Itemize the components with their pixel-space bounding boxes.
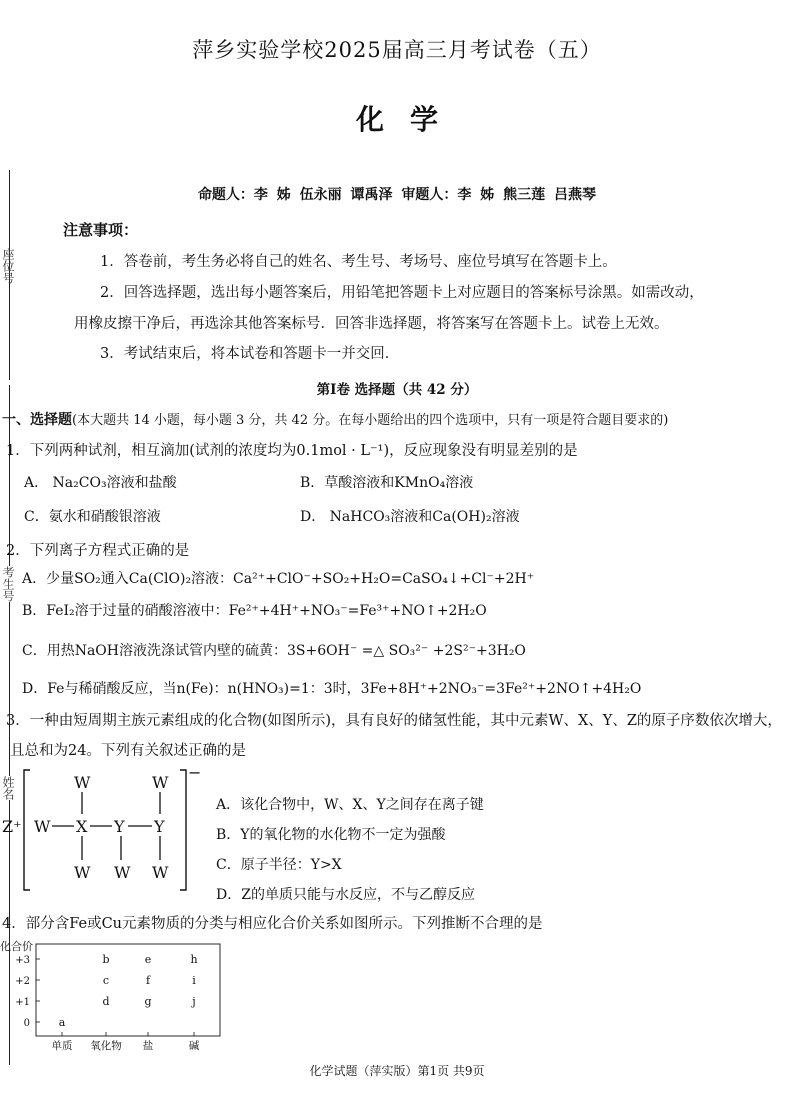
atom-y-right: Y — [154, 817, 165, 836]
chart-point-d: d — [102, 995, 110, 1008]
notice-item-3: 3．考试结束后，将本试卷和答题卡一并交回． — [100, 346, 400, 362]
atom-w-top-right: W — [152, 773, 169, 792]
page-footer: 化学试题（萍实版）第1页 共9页 — [309, 1064, 485, 1078]
chart-point-e: e — [144, 953, 152, 966]
exam-number-label: 考生号 — [1, 566, 15, 602]
q2-option-b: B．FeI₂溶于过量的硝酸溶液中：Fe²⁺+4H⁺+NO₃⁻=Fe³⁺+NO↑+2H₂O — [22, 603, 487, 619]
q3-structure-diagram — [0, 762, 210, 892]
q4-valence-chart — [0, 938, 230, 1058]
chart-y-tick-label: +2 — [15, 976, 30, 987]
atom-w-left: W — [34, 817, 51, 836]
atom-w-top-left: W — [74, 773, 91, 792]
atom-y-left: Y — [114, 817, 125, 836]
section-instructions — [2, 409, 668, 429]
notice-item-2a: 2．回答选择题，选出每小题答案后，用铅笔把答题卡上对应题目的答案标号涂黑。如需改动， — [100, 285, 704, 301]
q1-stem: 1．下列两种试剂，相互滴加(试剂的浓度均为0.1mol · L⁻¹)，反应现象没有明显差别的是 — [6, 443, 578, 459]
q3-option-b: B．Y的氧化物的水化物不一定为强酸 — [216, 827, 446, 843]
q1-option-d: D． NaHCO₃溶液和Ca(OH)₂溶液 — [300, 509, 520, 525]
q2-option-c: C．用热NaOH溶液洗涤试管内壁的硫黄：3S+6OH⁻ =△ SO₃²⁻ +2S²⁻+3H₂O — [22, 643, 526, 659]
notice-heading: 注意事项： — [63, 221, 139, 239]
section-heading: 第Ⅰ卷 选择题（共 42 分） — [316, 382, 478, 398]
atom-x: X — [76, 817, 88, 836]
chart-x-tick-label: 氧化物 — [90, 1040, 122, 1052]
cation-z: Z⁺ — [2, 817, 22, 836]
q2-option-a: A．少量SO₂通入Ca(ClO)₂溶液：Ca²⁺+ClO⁻+SO₂+H₂O=CaSO₄↓+Cl⁻+2H⁺ — [22, 571, 535, 587]
atom-w-bottom-mid: W — [114, 863, 131, 882]
exam-title: 萍乡实验学校2025届高三月考试卷（五） — [192, 38, 602, 62]
bonds — [52, 792, 160, 860]
q2-stem: 2．下列离子方程式正确的是 — [6, 543, 190, 559]
authors-line: 命题人：李 姊 伍永丽 谭禹泽 审题人：李 姊 熊三莲 吕燕琴 — [197, 187, 597, 203]
q3-option-c: C．原子半径：Y>X — [216, 857, 342, 873]
q4-stem: 4．部分含Fe或Cu元素物质的分类与相应化合价关系如图所示。下列推断不合理的是 — [2, 916, 543, 932]
anion-charge: − — [188, 763, 202, 782]
chart-y-tick-label: +3 — [15, 955, 30, 966]
q3-option-a: A．该化合物中，W、X、Y之间存在离子键 — [216, 797, 484, 813]
q1-option-c: C．氨水和硝酸银溶液 — [24, 509, 161, 525]
q3-stem-line-1: 3．一种由短周期主族元素组成的化合物(如图所示)，具有良好的储氢性能，其中元素W、X、Y、Z的原子序数依次增大， — [6, 713, 782, 729]
chart-point-c: c — [102, 974, 110, 987]
chart-point-i: i — [192, 974, 196, 987]
q1-option-a: A． Na₂CO₃溶液和盐酸 — [24, 475, 177, 491]
section-desc: (本大题共 14 小题，每小题 3 分，共 42 分。在每小题给出的四个选项中，只有一项是符合题目要求的) — [72, 413, 669, 428]
chart-point-f: f — [145, 974, 151, 987]
q2-option-d: D．Fe与稀硝酸反应，当n(Fe)：n(HNO₃)=1：3时，3Fe+8H⁺+2NO₃⁻=3Fe²⁺+2NO↑+4H₂O — [22, 681, 642, 697]
chart-x-tick-label: 单质 — [51, 1040, 73, 1052]
chart-point-a: a — [58, 1016, 66, 1029]
section-label: 一、选择题 — [2, 412, 72, 428]
chart-y-tick-label: 0 — [23, 1018, 30, 1029]
q1-option-b: B．草酸溶液和KMnO₄溶液 — [300, 475, 474, 491]
chart-x-tick-label: 盐 — [142, 1040, 154, 1052]
subject-title: 化学 — [355, 103, 464, 136]
chart-x-tick-label: 碱 — [188, 1040, 200, 1052]
chart-y-axis-label: 化合价 — [0, 940, 33, 953]
atom-w-bottom-left: W — [74, 863, 91, 882]
chart-point-b: b — [102, 953, 110, 966]
left-bracket — [24, 770, 30, 890]
chart-y-tick-label: +1 — [15, 997, 30, 1008]
notice-item-1: 1．答卷前，考生务必将自己的姓名、考生号、考场号、座位号填写在答题卡上。 — [100, 254, 617, 270]
q3-option-d: D．Z的单质只能与水反应，不与乙醇反应 — [216, 887, 475, 903]
name-label: 姓名 — [1, 776, 15, 800]
seat-label: 座位号 — [1, 248, 15, 284]
notice-item-2b: 用橡皮擦干净后，再选涂其他答案标号．回答非选择题，将答案写在答题卡上。试卷上无效。 — [74, 316, 669, 332]
chart-point-g: g — [144, 995, 152, 1008]
atom-w-bottom-right: W — [152, 863, 169, 882]
q3-stem-line-2: 且总和为24。下列有关叙述正确的是 — [10, 743, 246, 759]
chart-point-h: h — [190, 953, 198, 966]
right-bracket — [180, 770, 186, 890]
chart-point-j: j — [192, 995, 196, 1008]
